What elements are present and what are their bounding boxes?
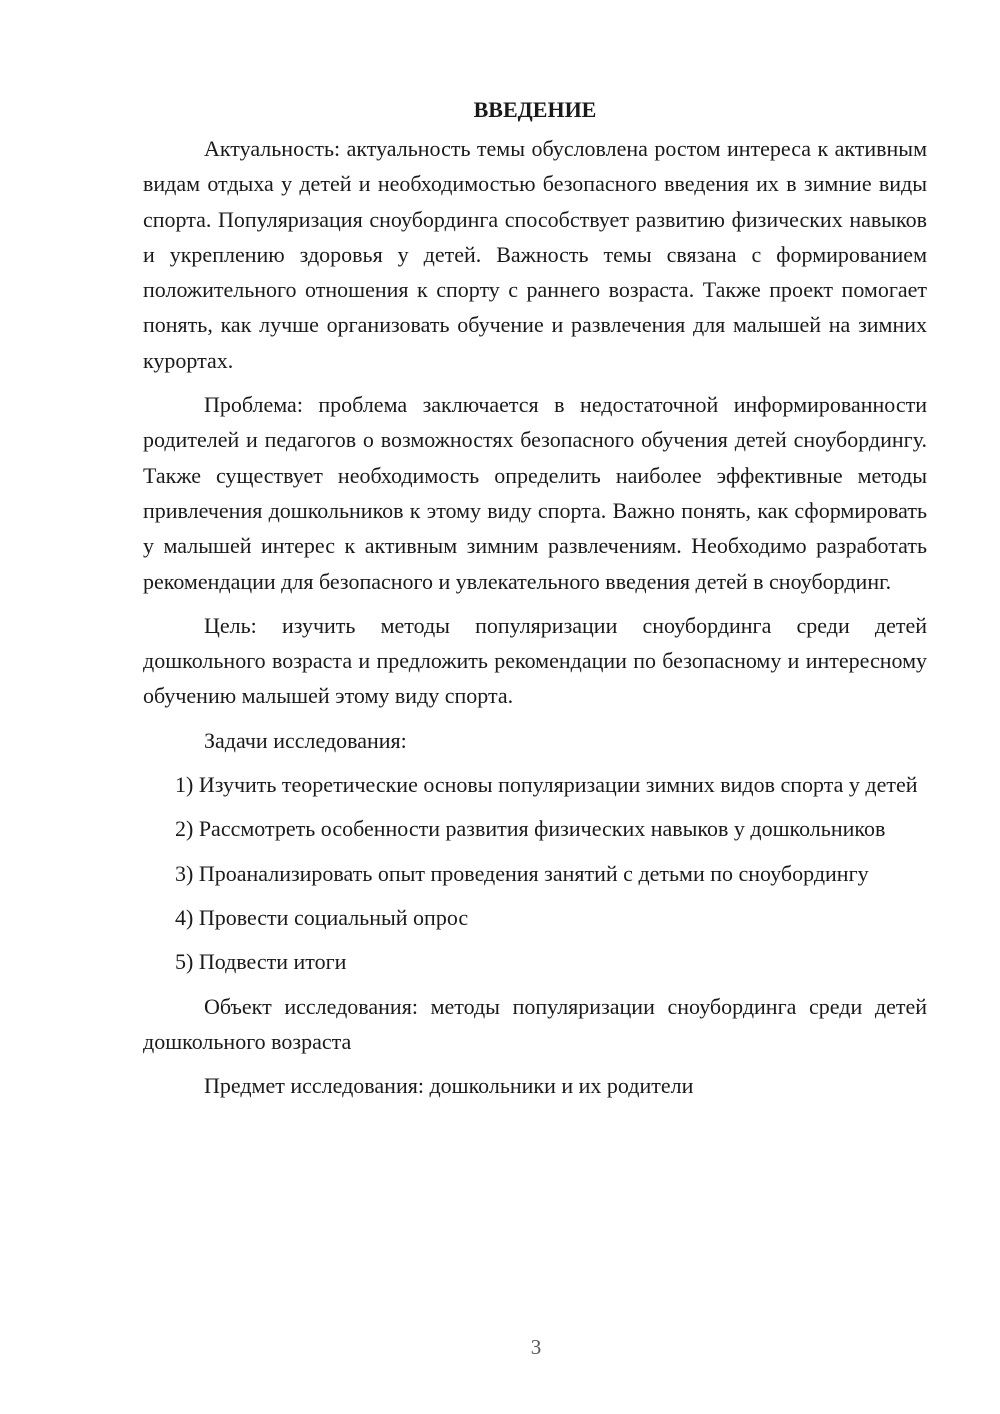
page-content <box>143 95 927 1112</box>
goal-paragraph: Цель: изучить методы популяризации сноубординга среди детей дошкольного возраста и предложить рекомендации по безопасному и интересному обучению малышей этому виду спорта. <box>143 612 927 709</box>
task-item-5: 5) Подвести итоги <box>175 949 347 975</box>
task-item-1: 1) Изучить теоретические основы популяризации зимних видов спорта у детей <box>175 772 918 798</box>
section-heading: ВВЕДЕНИЕ <box>473 97 597 122</box>
tasks-title: Задачи исследования: <box>204 727 407 753</box>
subject-paragraph: Предмет исследования: дошкольники и их родители <box>204 1073 694 1099</box>
task-item-4: 4) Провести социальный опрос <box>175 904 469 930</box>
task-item-2: 2) Рассмотреть особенности развития физических навыков у дошкольников <box>175 816 886 842</box>
task-item-3: 3) Проанализировать опыт проведения занятий с детьми по сноубордингу <box>175 860 869 886</box>
problem-paragraph: Проблема: проблема заключается в недостаточной информированности родителей и педагогов о возможностях безопасного обучения детей сноубордингу. Также существует необходимость определить наиболее эффективные методы привлечения дошкольников к этому виду спорта. Важно понять, как сформировать у малышей интерес к активным зимним развлечениям. Необходимо разработать рекомендации для безопасного и увлекательного введения детей в сноубординг. <box>143 392 927 594</box>
page-number: 3 <box>530 1335 542 1359</box>
relevance-paragraph: Актуальность: актуальность темы обусловлена ростом интереса к активным видам отдыха у детей и необходимостью безопасного введения их в зимние виды спорта. Популяризация сноубординга способствует развитию физических навыков и укреплению здоровья у детей. Важность темы связана с формированием положительного отношения к спорту с раннего возраста. Также проект помогает понять, как лучше организовать обучение и развлечения для малышей на зимних курортах. <box>143 136 927 373</box>
object-paragraph: Объект исследования: методы популяризации сноубординга среди детей дошкольного возраста <box>143 993 927 1054</box>
